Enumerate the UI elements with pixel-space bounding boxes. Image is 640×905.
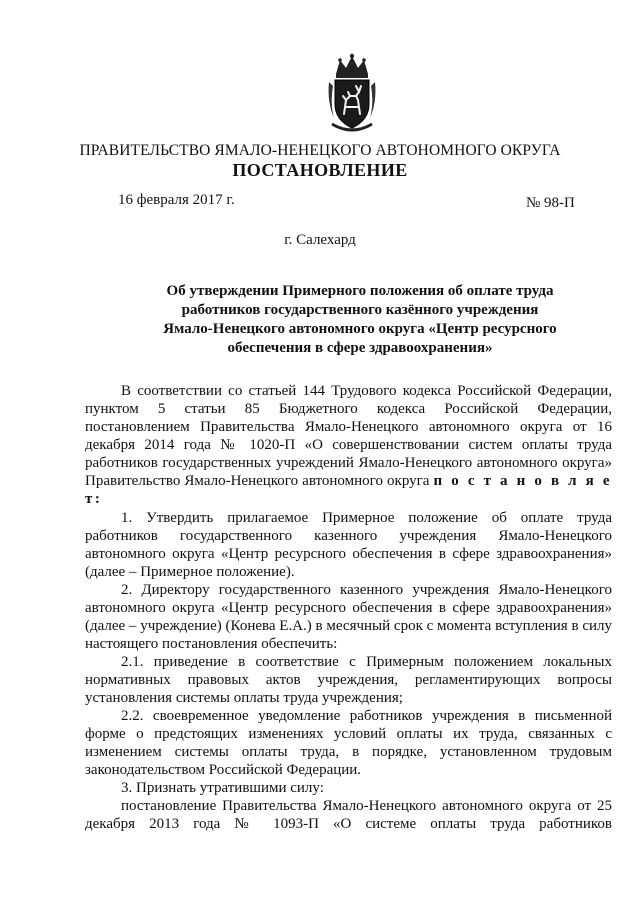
items-block — [85, 509, 612, 833]
item-paragraph: 2.2. своевременное уведомление работников учреждения в письменной форме о предстоящих изменениях условий оплаты их труда, связанных с изменением системы оплаты труда, в порядке, установленном трудовым законодательством Российской Федерации. — [85, 708, 612, 778]
preamble-block — [85, 382, 612, 508]
decree-word: п о с т а н о в л я е т: — [85, 473, 613, 507]
document-title — [140, 282, 580, 358]
title-line: работников государственного казённого учреждения — [181, 302, 539, 318]
government-name: ПРАВИТЕЛЬСТВО ЯМАЛО-НЕНЕЦКОГО АВТОНОМНОГО ОКРУГА — [79, 142, 561, 159]
title-line: обеспечения в сфере здравоохранения» — [227, 340, 493, 356]
coat-of-arms-icon — [326, 52, 378, 134]
item-paragraph: 3. Признать утратившими силу: — [121, 780, 324, 796]
document-type: ПОСТАНОВЛЕНИЕ — [232, 160, 408, 180]
preamble-paragraph — [85, 382, 612, 508]
item-paragraph: 2. Директору государственного казенного учреждения Ямало-Ненецкого автономного округа «Центр ресурсного обеспечения в сфере здравоохранения» (далее – учреждение) (Конева Е.А.) в месячный срок с момента вступления в силу настоящего постановления обеспечить: — [85, 582, 612, 652]
document-number: № 98-П — [526, 195, 575, 211]
preamble-text: В соответствии со статьей 144 Трудового кодекса Российской Федерации, пунктом 5 статьи 85 Бюджетного кодекса Российской Федерации, постановлением Правительства Ямало-Ненецкого автономного округа от 16 декабря 2014 года № 1020-П «О совершенствовании систем оплаты труда работников государственных учреждений Ямало-Ненецкого автономного округа» Правительство Ямало-Ненецкого автономного округа — [85, 383, 612, 489]
document-date: 16 февраля 2017 г. — [118, 192, 235, 208]
title-line: Ямало-Ненецкого автономного округа «Центр ресурсного — [163, 321, 557, 337]
document-city: г. Салехард — [284, 232, 356, 248]
item-paragraph: 2.1. приведение в соответствие с Примерным положением локальных нормативных правовых актов учреждения, регламентирующих вопросы установления системы оплаты труда учреждения; — [85, 654, 612, 706]
item-paragraph: постановление Правительства Ямало-Ненецкого автономного округа от 25 декабря 2013 года № 1093-П «О системе оплаты труда работников — [85, 798, 612, 832]
title-line: Об утверждении Примерного положения об оплате труда — [166, 283, 554, 299]
item-paragraph: 1. Утвердить прилагаемое Примерное положение об оплате труда работников государственного казенного учреждения Ямало-Ненецкого автономного округа «Центр ресурсного обеспечения в сфере здравоохранения» (далее – Примерное положение). — [85, 510, 612, 580]
